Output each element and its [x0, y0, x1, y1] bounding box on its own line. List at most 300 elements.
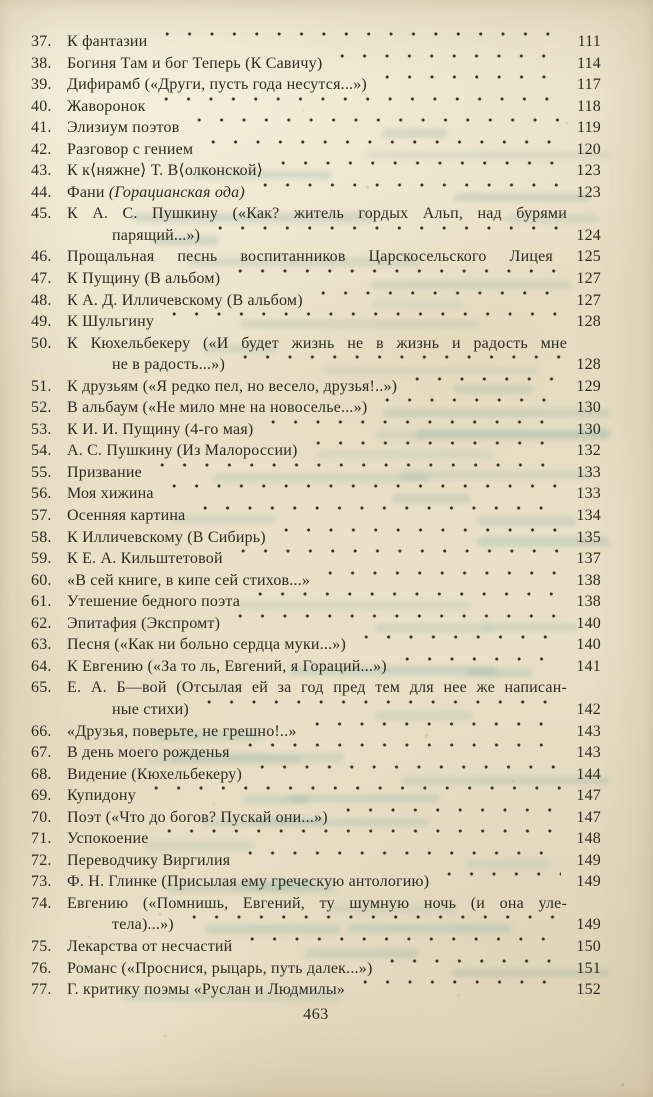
toc-line [31, 225, 601, 247]
title-text: Призвание [67, 463, 142, 481]
toc-line [31, 871, 601, 893]
dot-leader [239, 850, 561, 872]
entry-page-number: 111 [577, 33, 601, 50]
entry-number: 58. [31, 528, 52, 546]
entry-page-number: 140 [576, 636, 601, 654]
toc-line [31, 570, 601, 592]
entry-number: 59. [31, 550, 52, 568]
entry-page-number: 144 [576, 765, 601, 783]
title-text: тела)...») [112, 916, 174, 934]
toc-line [31, 483, 601, 505]
dot-leader [145, 785, 561, 807]
entry-number: 38. [31, 54, 52, 72]
entry-number: 46. [31, 248, 52, 266]
toc-line [31, 828, 601, 850]
dot-leader [396, 656, 561, 678]
toc-line [31, 850, 601, 872]
entry-number: 55. [31, 463, 52, 481]
entry-title [67, 893, 601, 915]
dot-leader [249, 591, 561, 613]
toc-line [31, 677, 601, 699]
entry-number: 39. [31, 76, 52, 94]
toc-line [31, 936, 601, 958]
toc-line [31, 591, 601, 613]
toc-line [31, 203, 601, 225]
dot-leader [183, 914, 561, 936]
toc-entry [31, 656, 601, 678]
entry-title [67, 613, 220, 635]
toc-line [31, 160, 601, 182]
dot-leader [229, 613, 561, 635]
entry-number: 61. [31, 593, 52, 611]
dot-leader [151, 462, 561, 484]
entry-number: 63. [31, 636, 52, 654]
entry-title [67, 936, 232, 958]
toc-entry [31, 979, 601, 1001]
toc-line [31, 354, 601, 376]
dot-leader [254, 182, 561, 204]
title-text: К Пущину (В альбом) [67, 270, 221, 288]
title-text: Эпитафия (Экспромт) [67, 614, 221, 632]
entry-title [67, 483, 154, 505]
entry-page-number: 148 [576, 830, 601, 848]
title-text: В день моего рожденья [67, 744, 230, 762]
toc-entry [31, 440, 601, 462]
toc-line [31, 634, 601, 656]
entry-number: 71. [31, 830, 52, 848]
entry-title [67, 246, 567, 268]
entry-number: 72. [31, 851, 52, 869]
toc-entry [31, 850, 601, 872]
entry-number: 44. [31, 183, 52, 201]
entry-page-number: 133 [576, 463, 601, 481]
entry-page-number: 138 [576, 593, 601, 611]
entry-title [67, 203, 601, 225]
toc-line [31, 462, 601, 484]
toc-entry [31, 376, 601, 398]
entry-page-number: 132 [576, 442, 601, 460]
entry-page-number: 127 [576, 291, 601, 309]
entry-title [67, 548, 223, 570]
dot-leader [234, 354, 561, 376]
toc-line [31, 785, 601, 807]
dot-leader [381, 958, 561, 980]
title-text: К Шульгину [67, 313, 155, 331]
toc-entry [31, 117, 601, 139]
title-text: Жаворонок [67, 97, 146, 115]
entry-number: 77. [31, 981, 52, 999]
toc-line [31, 74, 601, 96]
entry-title [67, 440, 298, 462]
entry-title [67, 591, 240, 613]
entry-title [67, 828, 149, 850]
toc-entry [31, 591, 601, 613]
toc-entry [31, 548, 601, 570]
toc-entry [31, 31, 601, 53]
title-text: Элизиум поэтов [67, 119, 180, 137]
toc-line [31, 96, 601, 118]
title-text: К Илличевскому (В Сибирь) [67, 528, 266, 546]
toc-entry [31, 182, 601, 204]
entry-number: 41. [31, 119, 52, 137]
dot-leader [209, 225, 561, 247]
dot-leader [262, 419, 561, 441]
entry-page-number: 137 [576, 550, 601, 568]
entry-number: 56. [31, 485, 52, 503]
dot-leader [198, 699, 561, 721]
entry-title [67, 117, 179, 139]
entry-title [67, 656, 387, 678]
entry-number: 76. [31, 959, 52, 977]
toc-line [31, 376, 601, 398]
entry-title [67, 979, 345, 1001]
toc-entry [31, 958, 601, 980]
title-text: Переводчику Виргилия [67, 851, 231, 869]
toc-entry [31, 268, 601, 290]
entry-number: 73. [31, 873, 52, 891]
entry-page-number: 142 [576, 700, 601, 718]
entry-number: 37. [31, 33, 52, 50]
toc-entry [31, 871, 601, 893]
toc-entry [31, 721, 601, 743]
entry-title [67, 160, 263, 182]
title-text: Дифирамб («Други, пусть года несутся...») [67, 76, 367, 94]
dot-leader [354, 979, 561, 1001]
entry-title [67, 397, 367, 419]
toc-line [31, 397, 601, 419]
entry-number: 65. [31, 679, 52, 697]
toc-entry [31, 828, 601, 850]
entry-title [67, 376, 397, 398]
entry-title [67, 785, 136, 807]
entry-title [67, 871, 429, 893]
entry-page-number: 129 [576, 377, 601, 395]
entry-title [67, 527, 266, 549]
title-text: Видение (Кюхельбекеру) [67, 765, 243, 783]
toc-entry [31, 397, 601, 419]
toc-line [31, 979, 601, 1001]
entry-page-number: 118 [576, 97, 601, 115]
toc-entry [31, 613, 601, 635]
toc-entry [31, 96, 601, 118]
dot-leader [158, 828, 561, 850]
title-text: Лекарства от несчастий [67, 937, 233, 955]
entry-title [67, 850, 230, 872]
title-text: Ф. Н. Глинке (Присылая ему греческую антологию) [67, 873, 430, 891]
toc-line [31, 958, 601, 980]
entry-number: 50. [31, 334, 52, 352]
entry-number: 68. [31, 765, 52, 783]
entry-number: 43. [31, 162, 52, 180]
entry-title [67, 699, 189, 721]
toc-line [31, 548, 601, 570]
toc-line [31, 333, 601, 355]
entry-page-number: 120 [576, 140, 601, 158]
toc-entry [31, 203, 601, 246]
title-text: «Друзья, поверьте, не грешно!..» [67, 722, 297, 740]
entry-title [67, 764, 242, 786]
dot-leader [307, 440, 561, 462]
entry-page-number: 138 [576, 571, 601, 589]
entry-number: 49. [31, 313, 52, 331]
dot-leader [272, 160, 561, 182]
toc-entry [31, 936, 601, 958]
entry-number: 75. [31, 937, 52, 955]
dot-leader [251, 764, 561, 786]
title-text: Разговор с гением [67, 140, 194, 158]
entry-page-number: 123 [576, 183, 601, 201]
title-text: К фантазии [67, 33, 148, 50]
toc-line [31, 656, 601, 678]
dot-leader [163, 311, 561, 333]
toc-entry [31, 764, 601, 786]
title-text: «В сей книге, в кипе сей стихов...» [67, 571, 311, 589]
title-text: В альбаум («Не мило мне на новоселье...») [67, 399, 368, 417]
toc-line [31, 311, 601, 333]
entry-page-number: 128 [576, 356, 601, 374]
dot-leader [438, 871, 561, 893]
toc-line [31, 182, 601, 204]
toc-line [31, 505, 601, 527]
entry-title [67, 958, 372, 980]
entry-page-number: 149 [576, 916, 601, 934]
toc-entry [31, 290, 601, 312]
dot-leader [241, 936, 561, 958]
toc-entry [31, 483, 601, 505]
dot-leader [406, 376, 561, 398]
toc-line [31, 527, 601, 549]
entry-number: 62. [31, 614, 52, 632]
toc-line [31, 246, 601, 268]
entry-number: 47. [31, 270, 52, 288]
entry-title [67, 721, 297, 743]
title-text: Песня («Как ни больно сердца муки...») [67, 636, 347, 654]
entry-title [67, 268, 220, 290]
entry-title [67, 419, 253, 441]
title-text: Успокоение [67, 830, 149, 848]
entry-number: 48. [31, 291, 52, 309]
dot-leader [194, 505, 561, 527]
entry-title [67, 74, 367, 96]
title-text: Г. критику поэмы «Руслан и Людмилы» [67, 981, 346, 999]
entry-page-number: 141 [576, 657, 601, 675]
entry-page-number: 151 [576, 959, 601, 977]
toc-entry [31, 742, 601, 764]
toc-entry [31, 311, 601, 333]
entry-number: 54. [31, 442, 52, 460]
title-text: Купидону [67, 787, 136, 805]
toc-line [31, 139, 601, 161]
dot-leader [229, 268, 561, 290]
entry-page-number: 130 [576, 399, 601, 417]
toc-line [31, 699, 601, 721]
entry-title [67, 742, 230, 764]
toc-line [31, 742, 601, 764]
entry-page-number: 143 [576, 722, 601, 740]
entry-page-number: 124 [576, 226, 601, 244]
entry-title [67, 634, 346, 656]
dot-leader [188, 117, 561, 139]
dot-leader [163, 483, 561, 505]
title-text: К Е. А. Кильштетовой [67, 550, 223, 568]
entry-number: 53. [31, 420, 52, 438]
entry-title [67, 354, 225, 376]
dot-leader [312, 290, 561, 312]
toc-entry [31, 53, 601, 75]
entry-title [67, 290, 303, 312]
entry-page-number: 147 [576, 808, 601, 826]
entry-page-number: 127 [576, 270, 601, 288]
dot-leader [306, 721, 561, 743]
toc-entry [31, 570, 601, 592]
toc-entry [31, 634, 601, 656]
entry-page-number: 149 [576, 873, 601, 891]
toc-line [31, 268, 601, 290]
toc-entry [31, 677, 601, 720]
dot-leader [331, 53, 561, 75]
title-text: Евгению («Помнишь, Евгений, ту шумную ночь (и она уле- [67, 894, 567, 912]
entry-page-number: 128 [576, 313, 601, 331]
entry-number: 52. [31, 399, 52, 417]
entry-number: 45. [31, 205, 52, 223]
entry-page-number: 114 [576, 54, 601, 72]
title-text: Прощальная песнь воспитанников Царскосельского Лицея [67, 248, 553, 266]
title-text: Моя хижина [67, 485, 154, 503]
toc-line [31, 721, 601, 743]
entry-page-number: 130 [576, 420, 601, 438]
title-text: Фани [67, 183, 109, 201]
title-text: Е. А. Б—вой (Отсылая ей за год пред тем для нее же написан- [67, 679, 567, 697]
entry-title [67, 31, 147, 53]
title-text: не в радость...») [112, 356, 225, 374]
entry-page-number: 140 [576, 614, 601, 632]
toc-entry [31, 333, 601, 376]
entry-title [67, 182, 245, 204]
toc-entry [31, 527, 601, 549]
paper-fleck [621, 1083, 624, 1086]
toc-line [31, 117, 601, 139]
entry-number: 60. [31, 571, 52, 589]
dot-leader [376, 397, 561, 419]
dot-leader [319, 570, 561, 592]
entry-number: 40. [31, 97, 52, 115]
toc-entry [31, 785, 601, 807]
entry-title [67, 333, 601, 355]
entry-page-number: 150 [576, 937, 601, 955]
entry-page-number: 152 [576, 981, 601, 999]
toc-line [31, 290, 601, 312]
toc-line [31, 53, 601, 75]
paper-fleck [163, 1035, 166, 1038]
entry-page-number: 119 [576, 119, 601, 137]
entry-title [67, 53, 322, 75]
toc-list [31, 31, 601, 1001]
toc-entry [31, 246, 601, 268]
entry-number: 74. [31, 894, 52, 912]
toc-line [31, 914, 601, 936]
entry-number: 57. [31, 507, 52, 525]
entry-page-number: 147 [576, 787, 601, 805]
title-text: Богиня Там и бог Теперь (К Савичу) [67, 54, 323, 72]
title-text: (Горацианская ода) [108, 183, 245, 201]
entry-title [67, 807, 328, 829]
title-text: К Евгению («За то ль, Евгений, я Гораций...») [67, 657, 387, 675]
dot-leader [156, 31, 561, 53]
entry-page-number: 117 [576, 76, 601, 94]
entry-number: 67. [31, 744, 52, 762]
entry-page-number: 143 [576, 744, 601, 762]
title-text: К И. И. Пущину (4-го мая) [67, 420, 254, 438]
dot-leader [202, 139, 561, 161]
toc-line [31, 419, 601, 441]
entry-page-number: 125 [576, 248, 601, 266]
dot-leader [337, 807, 561, 829]
toc-entry [31, 893, 601, 936]
entry-page-number: 134 [576, 507, 601, 525]
entry-page-number: 135 [576, 528, 601, 546]
entry-title [67, 139, 193, 161]
entry-title [67, 677, 601, 699]
toc-entry [31, 74, 601, 96]
title-text: Осенняя картина [67, 507, 186, 525]
title-text: Романс («Проснися, рыцарь, путь далек...») [67, 959, 373, 977]
toc-line [31, 613, 601, 635]
entry-number: 69. [31, 787, 52, 805]
title-text: К А. С. Пушкину («Как? житель гордых Альп, над бурями [67, 205, 567, 223]
title-text: К к⟨няжне⟩ Т. В⟨олконской⟩ [67, 162, 264, 180]
dot-leader [155, 96, 561, 118]
entry-title [67, 96, 146, 118]
entry-title [67, 311, 154, 333]
entry-title [67, 505, 185, 527]
toc-line [31, 31, 601, 53]
entry-number: 66. [31, 722, 52, 740]
title-text: ные стихи) [112, 700, 189, 718]
entry-number: 70. [31, 808, 52, 826]
title-text: А. С. Пушкину (Из Малороссии) [67, 442, 298, 460]
entry-page-number: 133 [576, 485, 601, 503]
dot-leader [355, 634, 561, 656]
toc-line [31, 440, 601, 462]
toc-entry [31, 807, 601, 829]
title-text: К А. Д. Илличевскому (В альбом) [67, 291, 303, 309]
toc-line [31, 764, 601, 786]
entry-title [67, 225, 200, 247]
entry-number: 42. [31, 140, 52, 158]
entry-title [67, 462, 142, 484]
toc-line [31, 807, 601, 829]
entry-page-number: 149 [576, 851, 601, 869]
title-text: Поэт («Что до богов? Пускай они...») [67, 808, 328, 826]
entry-number: 51. [31, 377, 52, 395]
title-text: К Кюхельбекеру («И будет жизнь не в жизнь и радость мне [67, 334, 567, 352]
dot-leader [376, 74, 561, 96]
entry-page-number: 123 [576, 162, 601, 180]
toc-line [31, 893, 601, 915]
entry-number: 64. [31, 657, 52, 675]
dot-leader [239, 742, 561, 764]
title-text: Утешение бедного поэта [67, 593, 241, 611]
toc-entry [31, 505, 601, 527]
entry-title [67, 570, 310, 592]
toc-entry [31, 139, 601, 161]
toc-entry [31, 160, 601, 182]
dot-leader [232, 548, 561, 570]
title-text: парящий...») [112, 226, 201, 244]
title-text: К друзьям («Я редко пел, но весело, друзья!..») [67, 377, 398, 395]
page-number-folio: 463 [303, 1006, 329, 1023]
entry-title [67, 914, 174, 936]
